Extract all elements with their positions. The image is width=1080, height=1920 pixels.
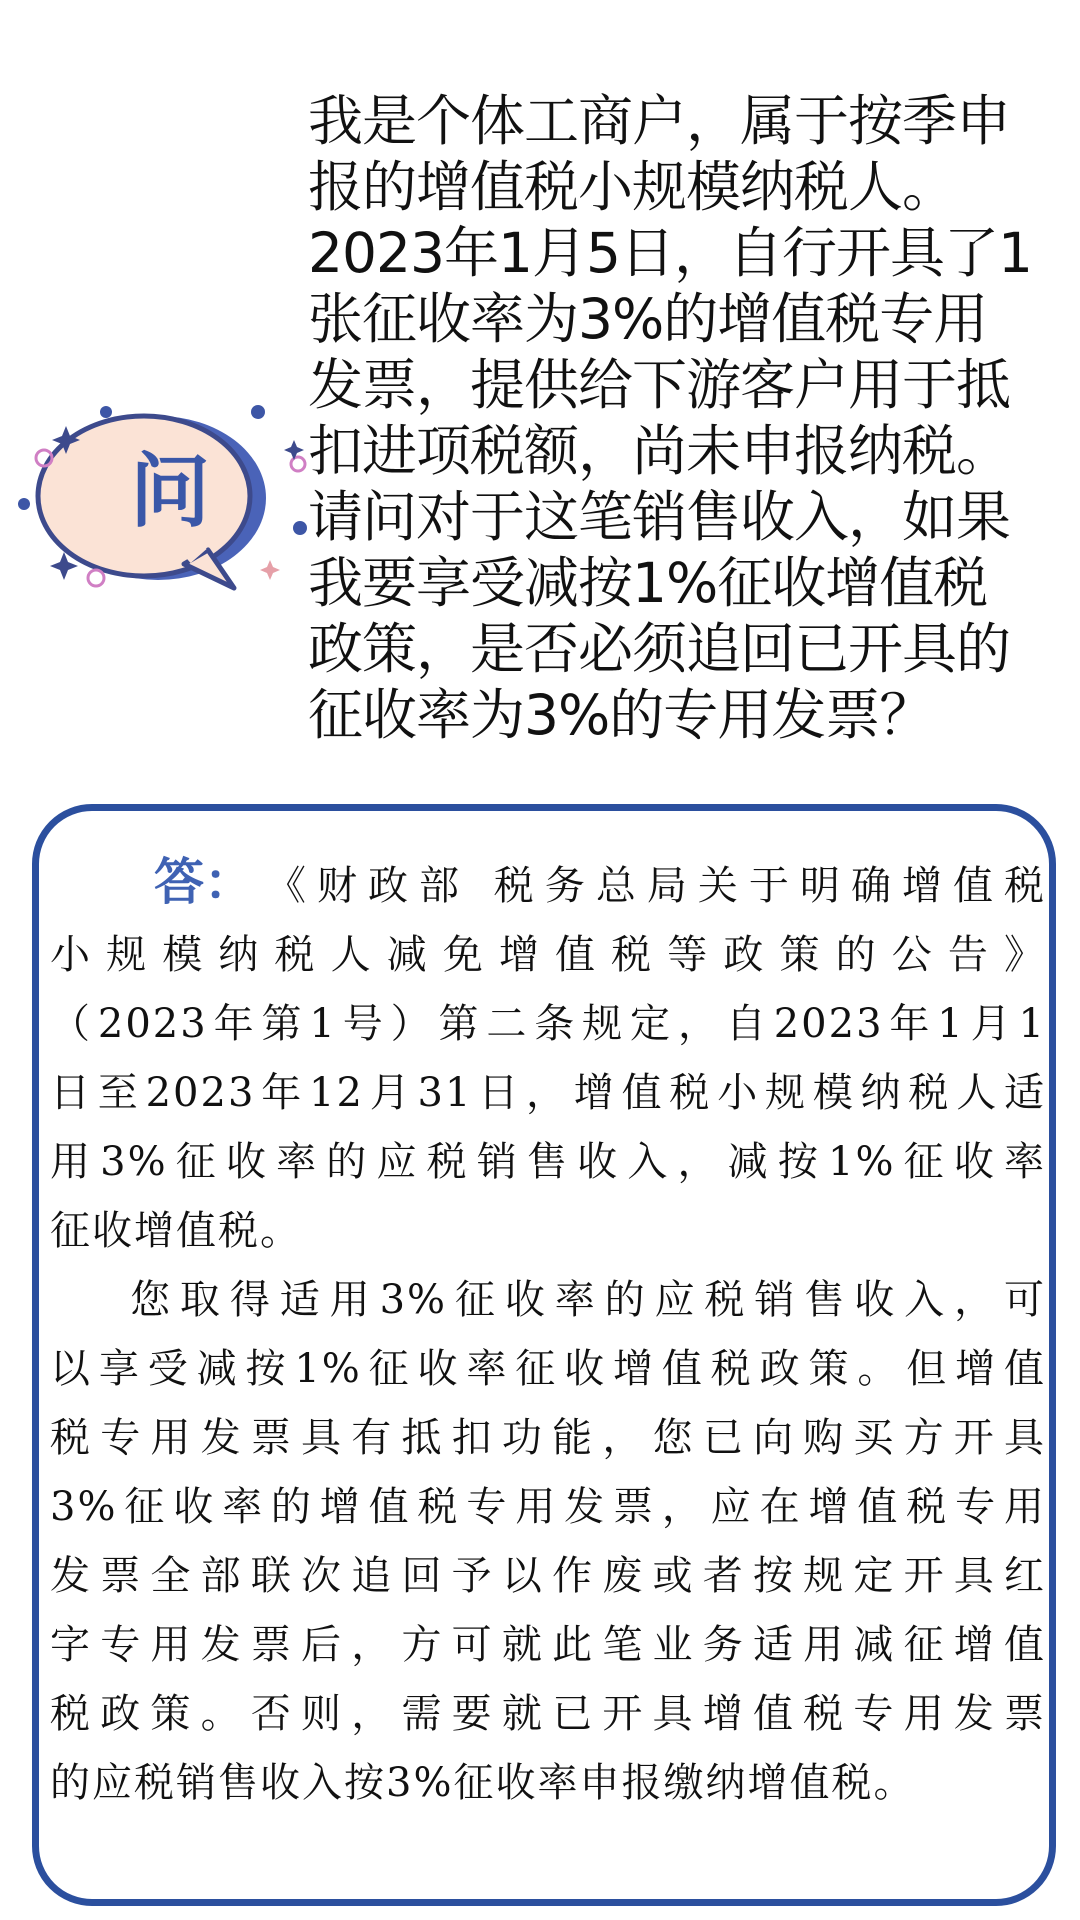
answer-line: 税专用发票具有抵扣功能，您已向购买方开具 (50, 1415, 1046, 1461)
answer-line: 用3%征收率的应税销售收入，减按1%征收率 (50, 1139, 1046, 1185)
answer-line: 征收增值税。 (50, 1208, 302, 1254)
answer-line: 字专用发票后，方可就此笔业务适用减征增值 (50, 1622, 1046, 1668)
answer-line: （2023年第1号）第二条规定，自2023年1月1 (50, 1001, 1046, 1047)
question-line: 张征收率为3%的增值税专用 (308, 287, 988, 351)
question-line: 报的增值税小规模纳税人。 (308, 155, 957, 219)
answer-line: 税政策。否则，需要就已开具增值税专用发票 (50, 1691, 1046, 1737)
answer-line: 的应税销售收入按3%征收率申报缴纳增值税。 (50, 1760, 916, 1806)
answer-line: 《财政部 税务总局关于明确增值税 (266, 863, 1046, 909)
answer-first-line (50, 848, 1046, 921)
question-line: 扣进项税额，尚未申报纳税。 (308, 419, 1011, 483)
question-line: 我是个体工商户，属于按季申 (308, 89, 1011, 153)
answer-line: 您取得适用3%征收率的应税销售收入，可 (130, 1277, 1046, 1323)
answer-line: 小规模纳税人减免增值税等政策的公告》 (50, 932, 1046, 978)
answer-line: 发票全部联次追回予以作废或者按规定开具红 (50, 1553, 1046, 1599)
question-line: 请问对于这笔销售收入，如果 (308, 485, 1011, 549)
answer-line: 日至2023年12月31日，增值税小规模纳税人适 (50, 1070, 1046, 1116)
answer-line: 以享受减按1%征收率征收增值税政策。但增值 (50, 1346, 1046, 1392)
question-line: 2023年1月5日，自行开具了1 (308, 221, 1032, 285)
question-text (308, 88, 1048, 748)
answer-line: 3%征收率的增值税专用发票，应在增值税专用 (50, 1484, 1046, 1530)
question-line: 征收率为3%的专用发票？ (308, 683, 934, 747)
answer-text (50, 848, 1046, 1818)
question-mark-label: 问 (130, 445, 210, 538)
question-line: 我要享受减按1%征收增值税 (308, 551, 988, 615)
answer-label: 答： (154, 853, 254, 911)
question-line: 发票，提供给下游客户用于抵 (308, 353, 1011, 417)
question-line: 政策，是否必须追回已开具的 (308, 617, 1011, 681)
